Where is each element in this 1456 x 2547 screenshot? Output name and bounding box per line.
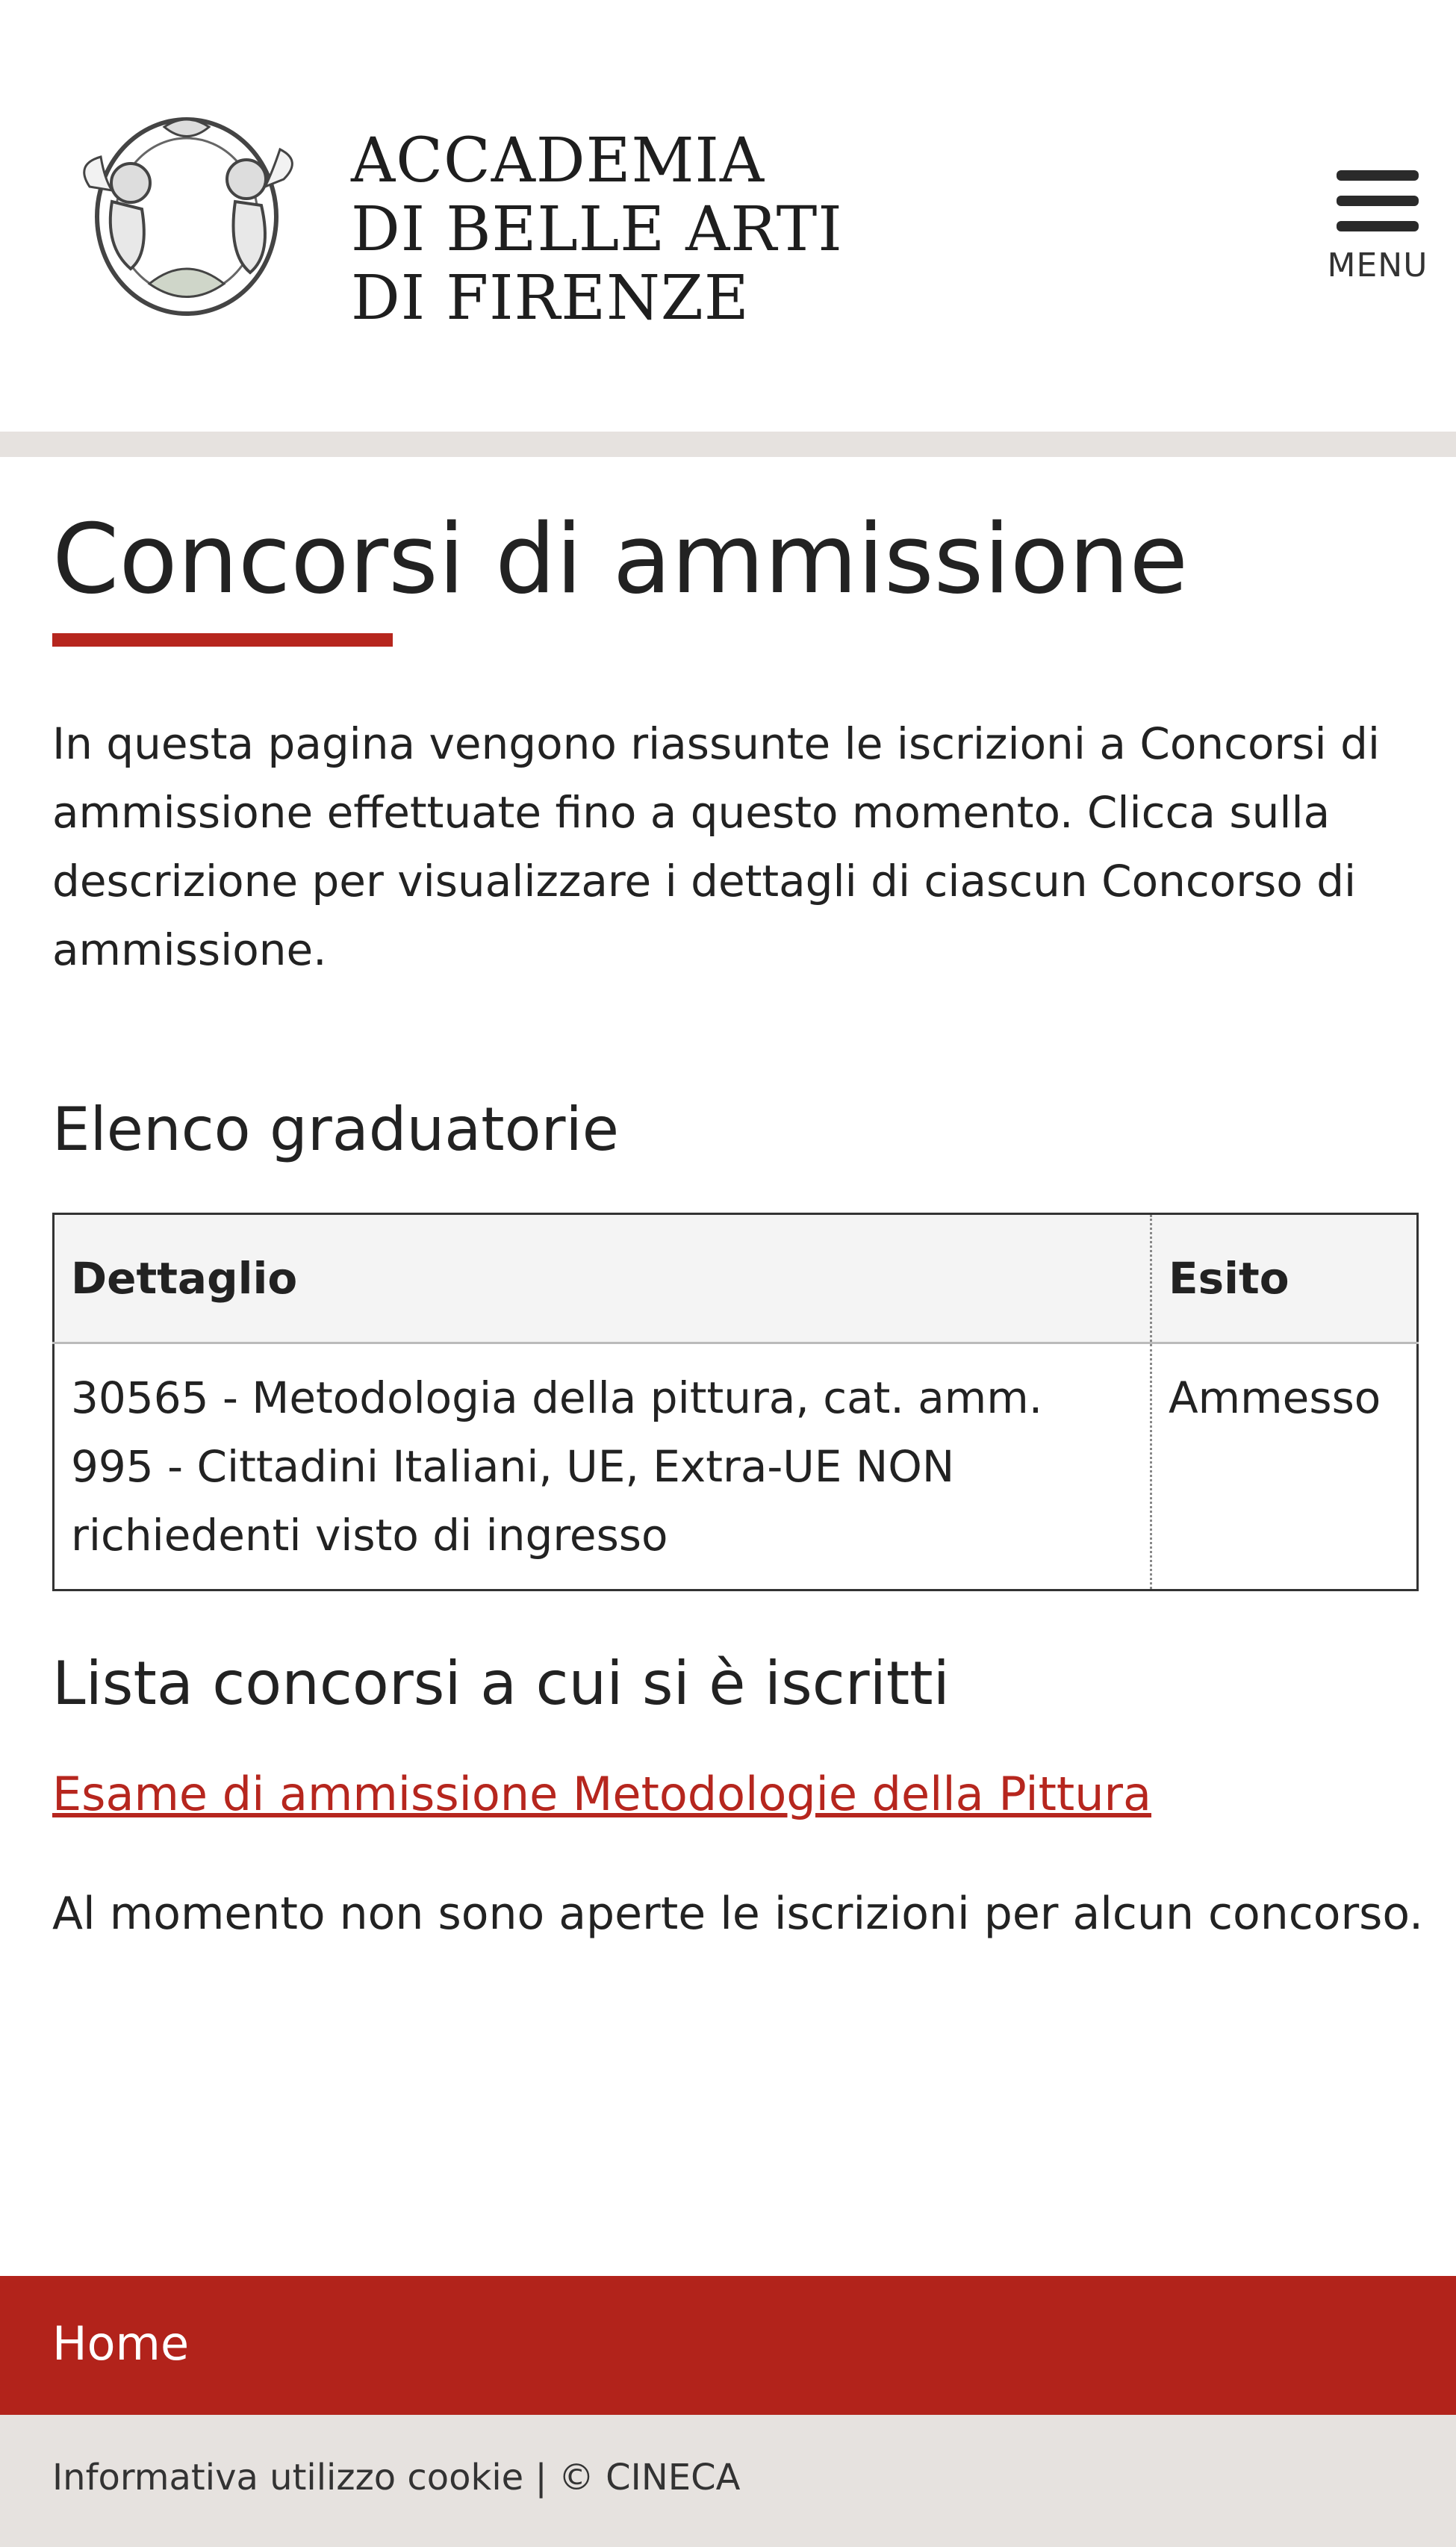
menu-button[interactable] [1322, 170, 1434, 305]
cookie-policy-link[interactable]: Informativa utilizzo cookie [52, 2457, 524, 2498]
exam-link[interactable]: Esame di ammissione Metodologie della Pittura [52, 1767, 1151, 1821]
rankings-table [52, 1213, 1419, 1591]
enrolled-heading: Lista concorsi a cui si è iscritti [52, 1649, 950, 1718]
menu-label: MENU [1327, 246, 1428, 284]
academy-name-line-3: DI FIRENZE [351, 263, 750, 334]
academy-name-line-1: ACCADEMIA [351, 125, 765, 196]
footer-separator: | [535, 2457, 547, 2498]
hamburger-menu-icon [1337, 170, 1419, 231]
footer-home-link[interactable]: Home [52, 2316, 190, 2371]
page-title: Concorsi di ammissione [52, 504, 1189, 615]
table-row [54, 1343, 1418, 1590]
academy-logo-icon[interactable] [60, 105, 314, 321]
footer-legal [52, 2457, 740, 2498]
footer-nav [0, 2276, 1456, 2415]
cell-dettaglio: 30565 - Metodologia della pittura, cat. amm. 995 - Cittadini Italiani, UE, Extra-UE NON richiedenti visto di ingresso [71, 1372, 1043, 1561]
column-header-dettaglio: Dettaglio [54, 1214, 1151, 1343]
header-divider [0, 432, 1456, 457]
rankings-heading: Elenco graduatorie [52, 1095, 619, 1164]
academy-name-line-2: DI BELLE ARTI [351, 194, 843, 265]
site-header [0, 0, 1456, 432]
academy-name[interactable] [351, 127, 843, 333]
table-header-row [54, 1214, 1418, 1343]
column-header-esito: Esito [1151, 1214, 1418, 1343]
intro-text: In questa pagina vengono riassunte le iscrizioni a Concorsi di ammissione effettuate fino a questo momento. Clicca sulla descrizione per visualizzare i dettagli di ciascun Concorso di ammissione. [52, 718, 1381, 975]
no-open-notice: Al momento non sono aperte le iscrizioni per alcun concorso. [52, 1888, 1424, 1940]
title-underline [52, 633, 393, 647]
cell-esito: Ammesso [1151, 1343, 1418, 1590]
footer-bottom [0, 2415, 1456, 2547]
rankings-table-container [52, 1213, 1419, 1591]
copyright-text: © CINECA [558, 2457, 741, 2498]
